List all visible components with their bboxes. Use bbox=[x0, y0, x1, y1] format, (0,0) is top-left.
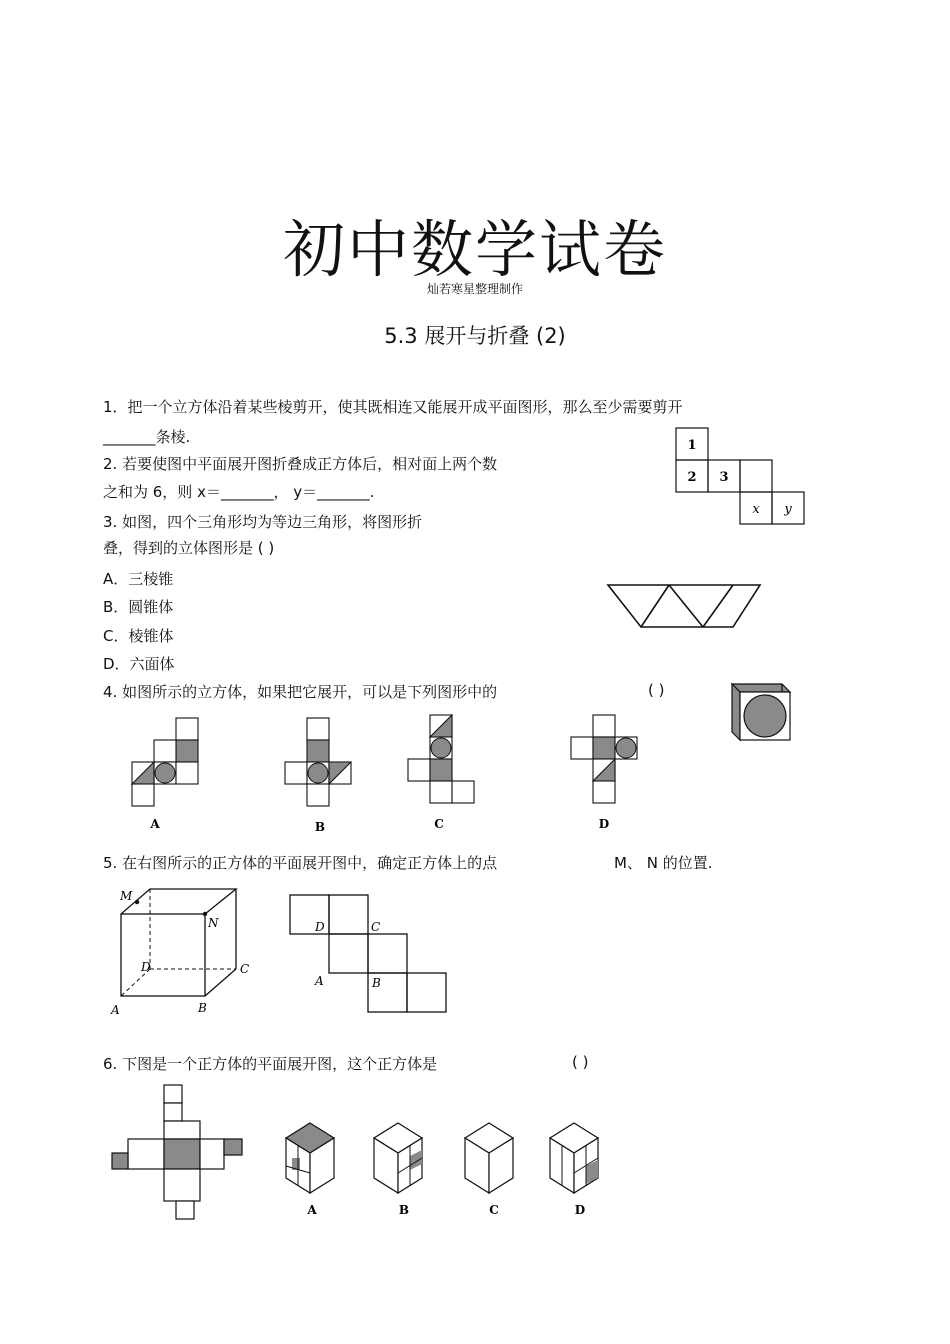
q5-cube-figure bbox=[108, 884, 258, 1019]
q5-text-points: M、 N 的位置. bbox=[614, 854, 713, 872]
q4-reference-cube bbox=[728, 680, 794, 744]
q4-option-d-net bbox=[566, 712, 646, 830]
q1-text-line2: _______条棱. bbox=[103, 428, 191, 446]
q5-net-figure bbox=[285, 892, 455, 1016]
q6-option-a-cube bbox=[286, 1123, 334, 1193]
q5-net-label-c: C bbox=[371, 920, 381, 934]
q6-label-b: B bbox=[398, 1203, 410, 1217]
q3-option-d: D．六面体 bbox=[103, 655, 175, 673]
q4-label-c: C bbox=[434, 817, 444, 830]
q2-net-x: x bbox=[752, 502, 760, 517]
q3-text-line1: 3. 如图，四个三角形均为等边三角形，将图形折 bbox=[103, 513, 423, 531]
q5-net-label-d: D bbox=[315, 920, 325, 934]
q6-text: 6. 下图是一个正方体的平面展开图，这个正方体是 bbox=[103, 1055, 438, 1073]
q4-option-a-net bbox=[125, 715, 205, 833]
q5-cube-label-b: B bbox=[198, 1001, 207, 1015]
q2-text-line2: 之和为 6，则 x＝_______， y＝_______. bbox=[103, 483, 375, 501]
q5-cube-label-c: C bbox=[240, 962, 250, 976]
q5-cube-label-d: D bbox=[141, 960, 151, 974]
q4-option-c-net bbox=[403, 712, 483, 830]
q6-option-c-cube bbox=[465, 1123, 513, 1193]
q2-text-line1: 2. 若要使图中平面展开图折叠成正方体后，相对面上两个数 bbox=[103, 455, 498, 473]
q6-label-c: C bbox=[489, 1203, 499, 1217]
q4-answer-paren: ( ) bbox=[648, 681, 665, 699]
q6-option-d-cube bbox=[550, 1123, 598, 1193]
q6-answer-paren: ( ) bbox=[572, 1053, 589, 1071]
q6-label-d: D bbox=[574, 1203, 586, 1217]
q5-net-label-a: A bbox=[315, 974, 324, 988]
q4-label-d: D bbox=[598, 817, 610, 830]
q5-text: 5. 在右图所示的正方体的平面展开图中，确定正方体上的点 bbox=[103, 854, 498, 872]
q6-cube-net-figure bbox=[108, 1083, 248, 1221]
q3-option-b: B．圆锥体 bbox=[103, 598, 174, 616]
q2-net-number-1: 1 bbox=[687, 438, 697, 453]
page-title: 初中数学试卷 bbox=[282, 213, 667, 286]
page-subtitle: 灿若寒星整理制作 bbox=[426, 282, 523, 296]
q3-text-line2: 叠，得到的立体图形是 ( ) bbox=[103, 539, 275, 557]
section-title: 5.3 展开与折叠 (2) bbox=[384, 324, 566, 348]
q6-option-b-cube bbox=[374, 1123, 422, 1193]
q2-net-y: y bbox=[784, 502, 792, 517]
q4-text: 4. 如图所示的立方体，如果把它展开，可以是下列图形中的 bbox=[103, 683, 498, 701]
q4-label-a: A bbox=[150, 817, 160, 831]
q3-option-a: A．三棱锥 bbox=[103, 570, 174, 588]
q3-triangle-net-figure bbox=[605, 582, 767, 630]
q6-options-figure bbox=[282, 1120, 622, 1220]
q2-cube-net-figure bbox=[672, 425, 812, 530]
q1-text-line1: 1．把一个立方体沿着某些棱剪开，使其既相连又能展开成平面图形，那么至少需要剪开 bbox=[103, 398, 683, 416]
q6-label-a: A bbox=[307, 1203, 317, 1217]
q2-net-number-3: 3 bbox=[719, 470, 729, 485]
q5-cube-label-m: M bbox=[120, 889, 133, 903]
q3-option-c: C．棱锥体 bbox=[103, 627, 174, 645]
q4-label-b: B bbox=[314, 820, 326, 833]
q5-net-label-b: B bbox=[372, 976, 381, 990]
q5-cube-label-n: N bbox=[208, 916, 219, 930]
q5-cube-label-a: A bbox=[111, 1003, 120, 1017]
q2-net-number-2: 2 bbox=[687, 470, 697, 485]
q4-option-b-net bbox=[280, 715, 360, 833]
